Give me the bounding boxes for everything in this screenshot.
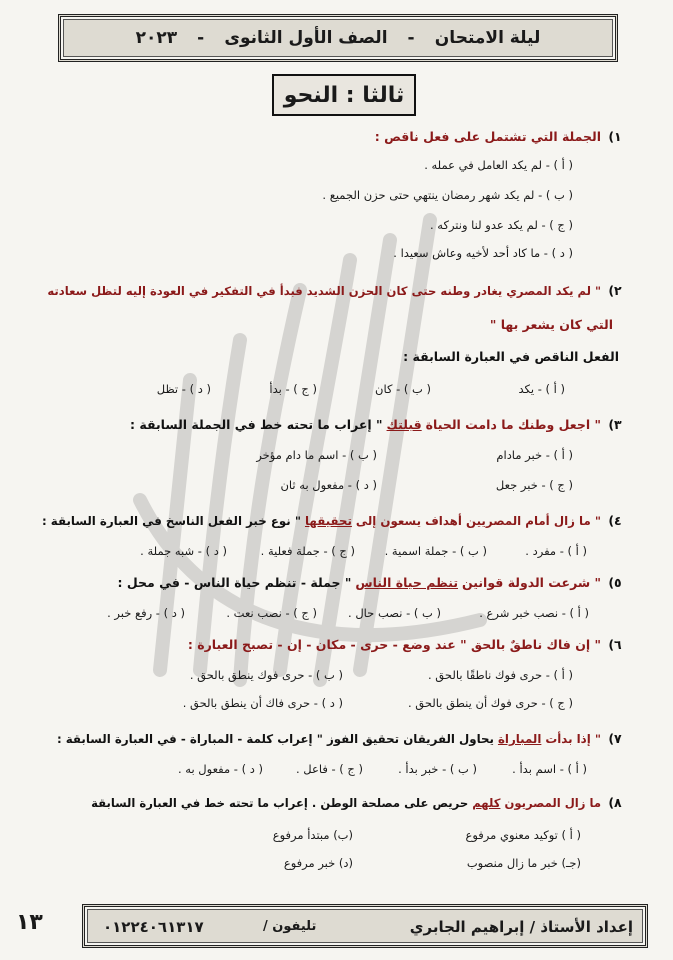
question-8: ٨) ما زال المصريون كلهم حريص على مصلحة الوطن . إعراب ما تحته خط في العبارة السابقة (91, 795, 622, 810)
exam-title: ليلة الامتحان (434, 28, 541, 48)
q6-option-d: ( د ) - حرى فاك أن ينطق بالحق . (182, 696, 343, 710)
q6-option-c: ( ج ) - حرى فوك أن ينطق بالحق . (407, 696, 573, 710)
question-2: ٢) " لم يكد المصري يغادر وطنه حتى كان الحزن الشديد فبدأ في التفكير في العودة إليه لتظل سعادته (47, 283, 622, 298)
q5-option-d: ( د ) - رفع خبر . (107, 606, 185, 620)
grade-label: الصف الأول الثانوى (224, 28, 388, 48)
question-1: ١) الجملة التي تشتمل على فعل ناقص : (374, 129, 622, 144)
footer-banner (82, 904, 648, 948)
q7-option-b: ( ب ) - خبر بدأ . (398, 762, 477, 776)
author-name: إعداد الأستاذ / إبراهيم الجابري (409, 918, 633, 936)
phone-label: تليفون / (263, 919, 317, 934)
header-banner (58, 14, 618, 62)
underlined-phrase: تنظم حياة الناس (355, 575, 459, 590)
q8-option-b: (ب) مبتدأ مرفوع (272, 828, 353, 842)
q3-option-d: ( د ) - مفعول به ثان (280, 478, 377, 492)
q4-option-b: ( ب ) - جملة اسمية . (384, 544, 487, 558)
q4-option-a: ( أ ) - مفرد . (525, 544, 587, 558)
question-1-text: الجملة التي تشتمل على فعل ناقص : (374, 129, 602, 144)
section-title: ثالثا : النحو (272, 74, 416, 116)
q8-option-d: (د) خبر مرفوع (283, 856, 353, 870)
q2-option-d: ( د ) - تظل (156, 382, 211, 396)
question-3: ٣) " اجعل وطنك ما دامت الحياة قبلتك " إعراب ما تحته خط في الجملة السابقة : (130, 417, 622, 432)
question-6: ٦) " إن فاك ناطقٌ بالحق " عند وضع - حرى - مكان - إن - تصبح العبارة : (187, 637, 622, 652)
q2-option-b: ( ب ) - كان (375, 382, 431, 396)
q7-option-c: ( ج ) - فاعل . (295, 762, 363, 776)
question-2-ask: الفعل الناقص في العبارة السابقة : (403, 349, 619, 364)
phone-number: ٠١٢٢٤٠٦١٣١٧ (103, 918, 204, 936)
q7-option-d: ( د ) - مفعول به . (177, 762, 263, 776)
q1-option-a: ( أ ) - لم يكد العامل في عمله . (424, 158, 573, 172)
q2-option-c: ( ج ) - بدأ (269, 382, 317, 396)
q3-option-b: ( ب ) - اسم ما دام مؤخر (256, 448, 377, 462)
q2-option-a: ( أ ) - يكد (518, 382, 565, 396)
question-2-text-1: " لم يكد المصري يغادر وطنه حتى كان الحزن الشديد فبدأ في التفكير في العودة إليه لتظل سعادته (47, 284, 602, 298)
q5-option-a: ( أ ) - نصب خبر شرع . (479, 606, 589, 620)
q1-option-d: ( د ) - ما كاد أحد لأخيه وعاش سعيدا . (393, 246, 573, 260)
question-4: ٤) " ما زال أمام المصريين أهداف يسعون إلى تحقيقها " نوع خبر الفعل الناسخ في العبارة السابقة : (41, 513, 622, 528)
q5-option-b: ( ب ) - نصب حال . (348, 606, 441, 620)
separator: - (407, 28, 415, 48)
page-number: ١٣ (16, 910, 43, 935)
q4-option-d: ( د ) - شبه جملة . (140, 544, 227, 558)
question-5: ٥) " شرعت الدولة قوانين تنظم حياة الناس " جملة - تنظم حياة الناس - في محل : (117, 575, 622, 590)
q3-option-c: ( ج ) - خبر جعل (495, 478, 573, 492)
year-label: ٢٠٢٣ (135, 28, 178, 48)
q6-option-a: ( أ ) - حرى فوك ناطقًا بالحق . (428, 668, 573, 682)
q8-option-c: (جـ) خبر ما زال منصوب (466, 856, 581, 870)
underlined-word: المباراة (497, 732, 542, 746)
q4-option-c: ( ج ) - جملة فعلية . (260, 544, 355, 558)
underlined-word: قبلتك (386, 417, 422, 432)
separator: - (197, 28, 205, 48)
q5-option-c: ( ج ) - نصب نعت . (226, 606, 317, 620)
q6-option-b: ( ب ) - حرى فوك ينطق بالحق . (189, 668, 343, 682)
q7-option-a: ( أ ) - اسم بدأ . (512, 762, 587, 776)
q8-option-a: ( أ ) توكيد معنوي مرفوع (465, 828, 581, 842)
underlined-word: تحقيقها (304, 514, 352, 528)
question-7: ٧) " إذا بدأت المباراة يحاول الفريقان تحقيق الفوز " إعراب كلمة - المباراة - في العبارة السابقة : (56, 731, 622, 746)
q1-option-c: ( ج ) - لم يكد عدو لنا ونتركه . (430, 218, 573, 232)
q3-option-a: ( أ ) - خبر مادام (496, 448, 573, 462)
q1-option-b: ( ب ) - لم يكد شهر رمضان ينتهي حتى حزن الجميع . (322, 188, 573, 202)
question-2-text-2: التي كان يشعر بها " (489, 317, 613, 332)
question-6-text: " إن فاك ناطقٌ بالحق " عند وضع - حرى - مكان - إن - تصبح العبارة : (187, 637, 602, 652)
underlined-word: كلهم (472, 796, 501, 810)
